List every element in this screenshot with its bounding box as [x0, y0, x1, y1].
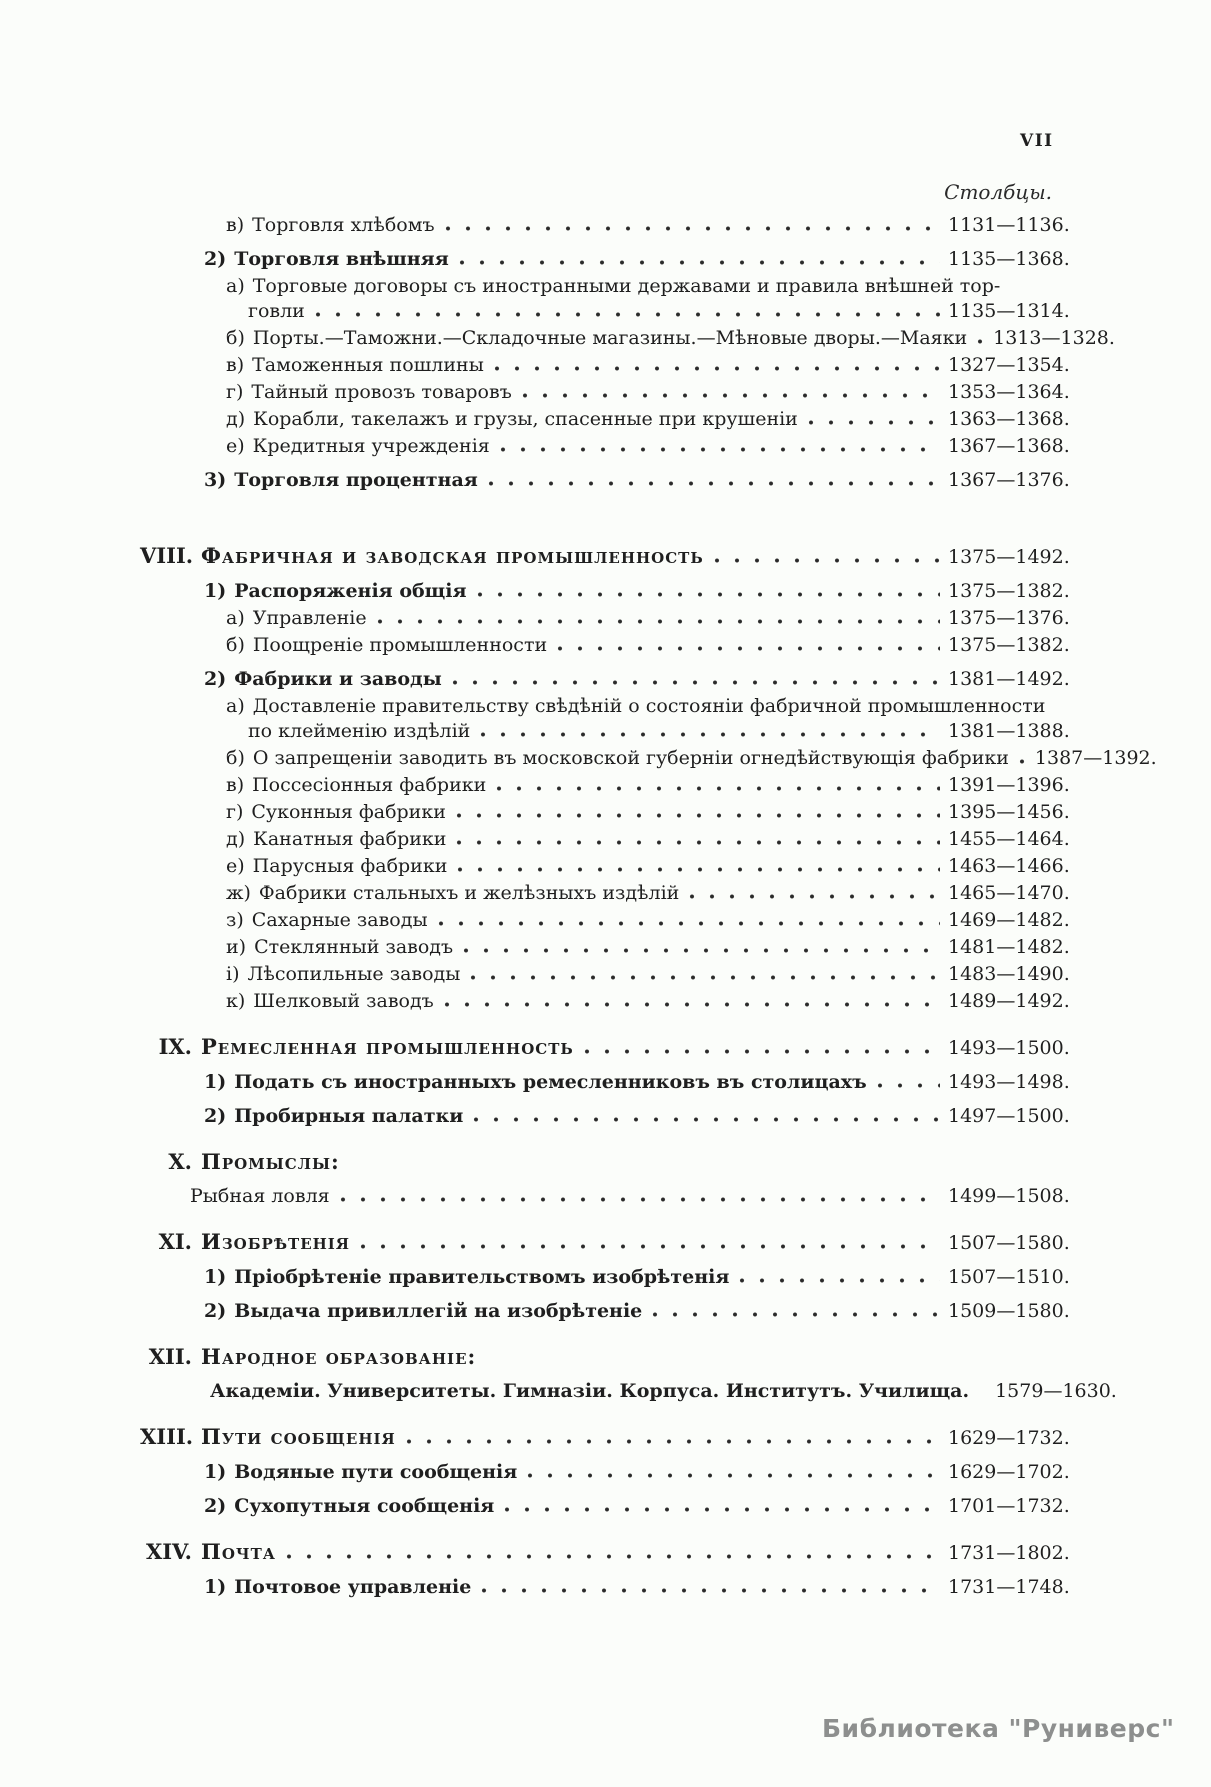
- toc-item-text: О запрещеніи заводить въ московской губерніи огнедѣйствующія фабрики: [252, 747, 1009, 769]
- dot-leader: [737, 1278, 940, 1283]
- toc-item-label: е): [226, 435, 245, 457]
- toc-row: [140, 606, 1070, 630]
- toc-item-label: 3): [204, 469, 227, 491]
- dot-leader: [455, 867, 940, 872]
- toc-item-text: Фабрики и заводы: [234, 668, 442, 690]
- toc-row: [140, 1150, 1060, 1174]
- toc-item-columns: 1367—1368.: [948, 435, 1070, 457]
- toc-row: [140, 1379, 1117, 1403]
- toc-item-label: з): [226, 909, 244, 931]
- toc-item-label: 2): [204, 248, 227, 270]
- toc-item-text: Управленіе: [252, 607, 367, 629]
- dot-leader: [977, 1392, 987, 1397]
- dot-leader: [875, 1083, 940, 1088]
- toc-item-label: XII.: [148, 1344, 192, 1369]
- dot-leader: [454, 840, 940, 845]
- toc-row: [140, 1184, 1070, 1208]
- toc-item-label: г): [226, 801, 244, 823]
- toc-item-columns: 1131—1136.: [948, 214, 1070, 236]
- toc-row: [140, 1104, 1070, 1128]
- toc-item-text: Изобрѣтенія: [201, 1229, 351, 1254]
- toc-item-label: 1): [204, 1266, 227, 1288]
- toc-item-label: в): [226, 214, 245, 236]
- toc-item-text: Стеклянный заводъ: [254, 936, 454, 958]
- dot-leader: [486, 481, 940, 486]
- toc-item-columns: 1395—1456.: [948, 801, 1070, 823]
- toc-item-label: XIII.: [140, 1424, 194, 1449]
- toc-item-text: Поссесіонныя фабрики: [252, 774, 487, 796]
- dot-leader: [358, 1244, 940, 1249]
- toc-row: [140, 407, 1070, 431]
- toc-item-text: Торговые договоры съ иностранными державами и правила внѣшней тор-: [252, 275, 1001, 297]
- page-number: VII: [1020, 131, 1054, 151]
- toc-row: [140, 353, 1070, 377]
- toc-item-columns: 1455—1464.: [948, 828, 1070, 850]
- dot-leader: [450, 680, 940, 685]
- toc-item-text: Рыбная ловля: [190, 1185, 330, 1207]
- toc-item-columns: 1363—1368.: [948, 408, 1070, 430]
- toc-row: [140, 1265, 1070, 1289]
- toc-item-text: Доставленіе правительству свѣдѣній о состояніи фабричной промышленности: [252, 695, 1046, 717]
- toc-item-text: Фабрики стальныхъ и желѣзныхъ издѣлій: [258, 882, 680, 904]
- toc-item-text: Торговля процентная: [234, 469, 478, 491]
- toc-item-text: Пробирныя палатки: [234, 1105, 464, 1127]
- toc-row: [140, 380, 1070, 404]
- toc-item-text: Почта: [201, 1539, 276, 1564]
- toc-row: [140, 1539, 1070, 1565]
- toc-item-text: Кредитныя учрежденія: [252, 435, 490, 457]
- toc-item-text: Фабричная и заводская промышленность: [201, 543, 704, 568]
- toc-item-text: Суконныя фабрики: [251, 801, 446, 823]
- toc-item-text: Корабли, такелажъ и грузы, спасенные при крушеніи: [253, 408, 798, 430]
- toc-item-text: Порты.—Таможни.—Складочные магазины.—Мѣновые дворы.—Маяки: [252, 327, 968, 349]
- dot-leader: [442, 1002, 940, 1007]
- toc-item-label: к): [226, 990, 246, 1012]
- toc-item-label: XIV.: [145, 1539, 192, 1564]
- toc-item-text: Торговля внѣшняя: [234, 248, 449, 270]
- toc-item-columns: 1497—1500.: [948, 1105, 1070, 1127]
- toc-item-columns: 1493—1498.: [948, 1071, 1070, 1093]
- toc-item-label: 2): [204, 1495, 227, 1517]
- toc-row: [140, 1424, 1070, 1450]
- toc-item-columns: 1483—1490.: [948, 963, 1070, 985]
- toc-item-label: 1): [204, 580, 227, 602]
- toc-item-label: а): [226, 695, 245, 717]
- toc-item-text: Сахарные заводы: [251, 909, 428, 931]
- toc-row: [140, 1034, 1070, 1060]
- dot-leader: [484, 1359, 1052, 1364]
- toc-item-text: Подать съ иностранныхъ ремесленниковъ въ столицахъ: [234, 1071, 867, 1093]
- dot-leader: [498, 447, 940, 452]
- toc-item-columns: 1465—1470.: [948, 882, 1070, 904]
- toc-item-label: б): [226, 327, 245, 349]
- toc-item-label: X.: [168, 1149, 192, 1174]
- toc-item-text: Тайный провозъ товаровъ: [251, 381, 512, 403]
- toc-item-columns: 1375—1382.: [948, 634, 1070, 656]
- dot-leader: [461, 948, 940, 953]
- toc-row: [140, 827, 1070, 851]
- toc-item-columns: 1579—1630.: [995, 1380, 1117, 1402]
- toc-item-label: д): [226, 828, 246, 850]
- toc-item-columns: 1135—1314.: [948, 300, 1070, 322]
- toc-item-label: б): [226, 634, 245, 656]
- toc-item-text: Таможенныя пошлины: [252, 354, 484, 376]
- toc-item-text: Народное образованіе:: [201, 1344, 477, 1369]
- toc-item-columns: 1381—1492.: [948, 668, 1070, 690]
- toc-item-columns: 1375—1382.: [948, 580, 1070, 602]
- toc-item-text: Сухопутныя сообщенія: [234, 1495, 495, 1517]
- toc-item-label: 2): [204, 1300, 227, 1322]
- toc-row: [140, 213, 1070, 237]
- toc-item-columns: 1499—1508.: [948, 1185, 1070, 1207]
- toc-row: [140, 881, 1070, 905]
- toc-item-columns: 1489—1492.: [948, 990, 1070, 1012]
- toc-row: [140, 247, 1070, 271]
- dot-leader: [457, 260, 940, 265]
- toc-row: [140, 1229, 1070, 1255]
- toc-row: [140, 1575, 1070, 1599]
- columns-header: Столбцы.: [944, 180, 1052, 204]
- dot-leader: [555, 646, 940, 651]
- dot-leader: [468, 975, 940, 980]
- toc-row: [140, 543, 1070, 569]
- toc-item-columns: 1481—1482.: [948, 936, 1070, 958]
- toc-item-text: Лѣсопильные заводы: [247, 963, 461, 985]
- dot-leader: [492, 366, 940, 371]
- dot-leader: [712, 558, 940, 563]
- toc-item-label: VIII.: [140, 543, 194, 568]
- toc-item-text: Парусныя фабрики: [252, 855, 448, 877]
- dot-leader: [525, 1473, 940, 1478]
- toc-row: [140, 962, 1070, 986]
- toc-item-text: Пріобрѣтеніе правительствомъ изобрѣтенія: [234, 1266, 730, 1288]
- dot-leader: [975, 339, 985, 344]
- toc-row: [140, 1299, 1070, 1323]
- toc-item-columns: 1375—1376.: [948, 607, 1070, 629]
- toc-row: [140, 719, 1070, 743]
- dot-leader: [1017, 759, 1027, 764]
- toc-row: [140, 468, 1070, 492]
- toc-row: [140, 908, 1070, 932]
- toc-row: [140, 1494, 1070, 1518]
- dot-leader: [494, 786, 940, 791]
- toc-item-label: XI.: [158, 1229, 192, 1254]
- dot-leader: [454, 813, 940, 818]
- toc-item-label: а): [226, 607, 245, 629]
- toc-item-label: д): [226, 408, 246, 430]
- toc-item-text: Ремесленная промышленность: [201, 1034, 574, 1059]
- library-watermark: Библиотека "Руниверс": [822, 1714, 1175, 1743]
- toc-item-columns: 1381—1388.: [948, 720, 1070, 742]
- dot-leader: [806, 420, 940, 425]
- dot-leader: [443, 226, 940, 231]
- toc-item-columns: 1367—1376.: [948, 469, 1070, 491]
- toc-row: [140, 694, 1060, 718]
- toc-item-text: Торговля хлѣбомъ: [252, 214, 435, 236]
- toc-item-label: 2): [204, 668, 227, 690]
- toc-item-columns: 1387—1392.: [1034, 747, 1157, 769]
- dot-leader: [375, 619, 940, 624]
- toc-item-columns: 1469—1482.: [948, 909, 1070, 931]
- toc-item-label: IX.: [158, 1034, 192, 1059]
- dot-leader: [404, 1439, 940, 1444]
- toc-item-columns: 1731—1802.: [948, 1542, 1070, 1564]
- toc-item-columns: 1313—1328.: [993, 327, 1115, 349]
- toc-row: [140, 299, 1070, 323]
- toc-item-columns: 1507—1580.: [948, 1232, 1070, 1254]
- toc: [140, 210, 1157, 1599]
- toc-item-text: Распоряженія общія: [234, 580, 467, 602]
- toc-item-text: говли: [248, 300, 305, 322]
- dot-leader: [1053, 707, 1063, 712]
- dot-leader: [479, 1588, 940, 1593]
- toc-item-columns: 1507—1510.: [948, 1266, 1070, 1288]
- toc-item-label: а): [226, 275, 245, 297]
- toc-item-label: и): [226, 936, 247, 958]
- toc-row: [140, 326, 1115, 350]
- dot-leader: [1008, 287, 1052, 292]
- dot-leader: [338, 1197, 940, 1202]
- toc-item-label: і): [226, 963, 240, 985]
- toc-item-text: Промыслы:: [201, 1149, 340, 1174]
- toc-item-columns: 1731—1748.: [948, 1576, 1070, 1598]
- toc-item-label: в): [226, 354, 245, 376]
- toc-item-text: Академіи. Университеты. Гимназіи. Корпуса. Институтъ. Училища.: [210, 1380, 970, 1402]
- toc-item-label: 2): [204, 1105, 227, 1127]
- toc-row: [140, 1345, 1060, 1369]
- dot-leader: [284, 1554, 940, 1559]
- toc-row: [140, 773, 1070, 797]
- toc-row: [140, 579, 1070, 603]
- toc-item-label: г): [226, 381, 244, 403]
- toc-item-columns: 1493—1500.: [948, 1037, 1070, 1059]
- dot-leader: [478, 732, 940, 737]
- toc-item-label: 1): [204, 1576, 227, 1598]
- toc-row: [140, 633, 1070, 657]
- toc-item-columns: 1509—1580.: [948, 1300, 1070, 1322]
- dot-leader: [520, 393, 940, 398]
- dot-leader: [475, 592, 941, 597]
- toc-item-text: Пути сообщенія: [201, 1424, 396, 1449]
- dot-leader: [582, 1049, 940, 1054]
- toc-item-label: ж): [226, 882, 251, 904]
- toc-row: [140, 989, 1070, 1013]
- toc-row: [140, 434, 1070, 458]
- toc-item-columns: 1391—1396.: [948, 774, 1070, 796]
- toc-row: [140, 1460, 1070, 1484]
- toc-item-columns: 1353—1364.: [948, 381, 1070, 403]
- toc-item-text: Почтовое управленіе: [234, 1576, 472, 1598]
- dot-leader: [313, 312, 940, 317]
- toc-row: [140, 274, 1060, 298]
- toc-row: [140, 667, 1070, 691]
- toc-row: [140, 800, 1070, 824]
- toc-row: [140, 746, 1157, 770]
- dot-leader: [502, 1507, 940, 1512]
- toc-item-columns: 1463—1466.: [948, 855, 1070, 877]
- toc-item-columns: 1701—1732.: [948, 1495, 1070, 1517]
- toc-item-text: Канатныя фабрики: [253, 828, 447, 850]
- toc-row: [140, 1070, 1070, 1094]
- toc-item-columns: 1629—1702.: [948, 1461, 1070, 1483]
- toc-item-label: в): [226, 774, 245, 796]
- dot-leader: [687, 894, 940, 899]
- toc-item-text: Шелковый заводъ: [253, 990, 434, 1012]
- toc-item-columns: 1327—1354.: [948, 354, 1070, 376]
- toc-item-label: е): [226, 855, 245, 877]
- toc-row: [140, 935, 1070, 959]
- toc-item-columns: 1135—1368.: [948, 248, 1070, 270]
- toc-item-label: 1): [204, 1071, 227, 1093]
- toc-item-label: 1): [204, 1461, 227, 1483]
- toc-item-text: Выдача привиллегій на изобрѣтеніе: [234, 1300, 643, 1322]
- dot-leader: [650, 1312, 940, 1317]
- toc-item-label: б): [226, 747, 245, 769]
- toc-item-text: Поощреніе промышленности: [252, 634, 548, 656]
- dot-leader: [471, 1117, 940, 1122]
- toc-item-columns: 1629—1732.: [948, 1427, 1070, 1449]
- toc-item-columns: 1375—1492.: [948, 546, 1070, 568]
- dot-leader: [436, 921, 940, 926]
- toc-item-text: Водяные пути сообщенія: [234, 1461, 518, 1483]
- dot-leader: [348, 1164, 1052, 1169]
- toc-row: [140, 854, 1070, 878]
- toc-item-text: по клейменію издѣлій: [248, 720, 471, 742]
